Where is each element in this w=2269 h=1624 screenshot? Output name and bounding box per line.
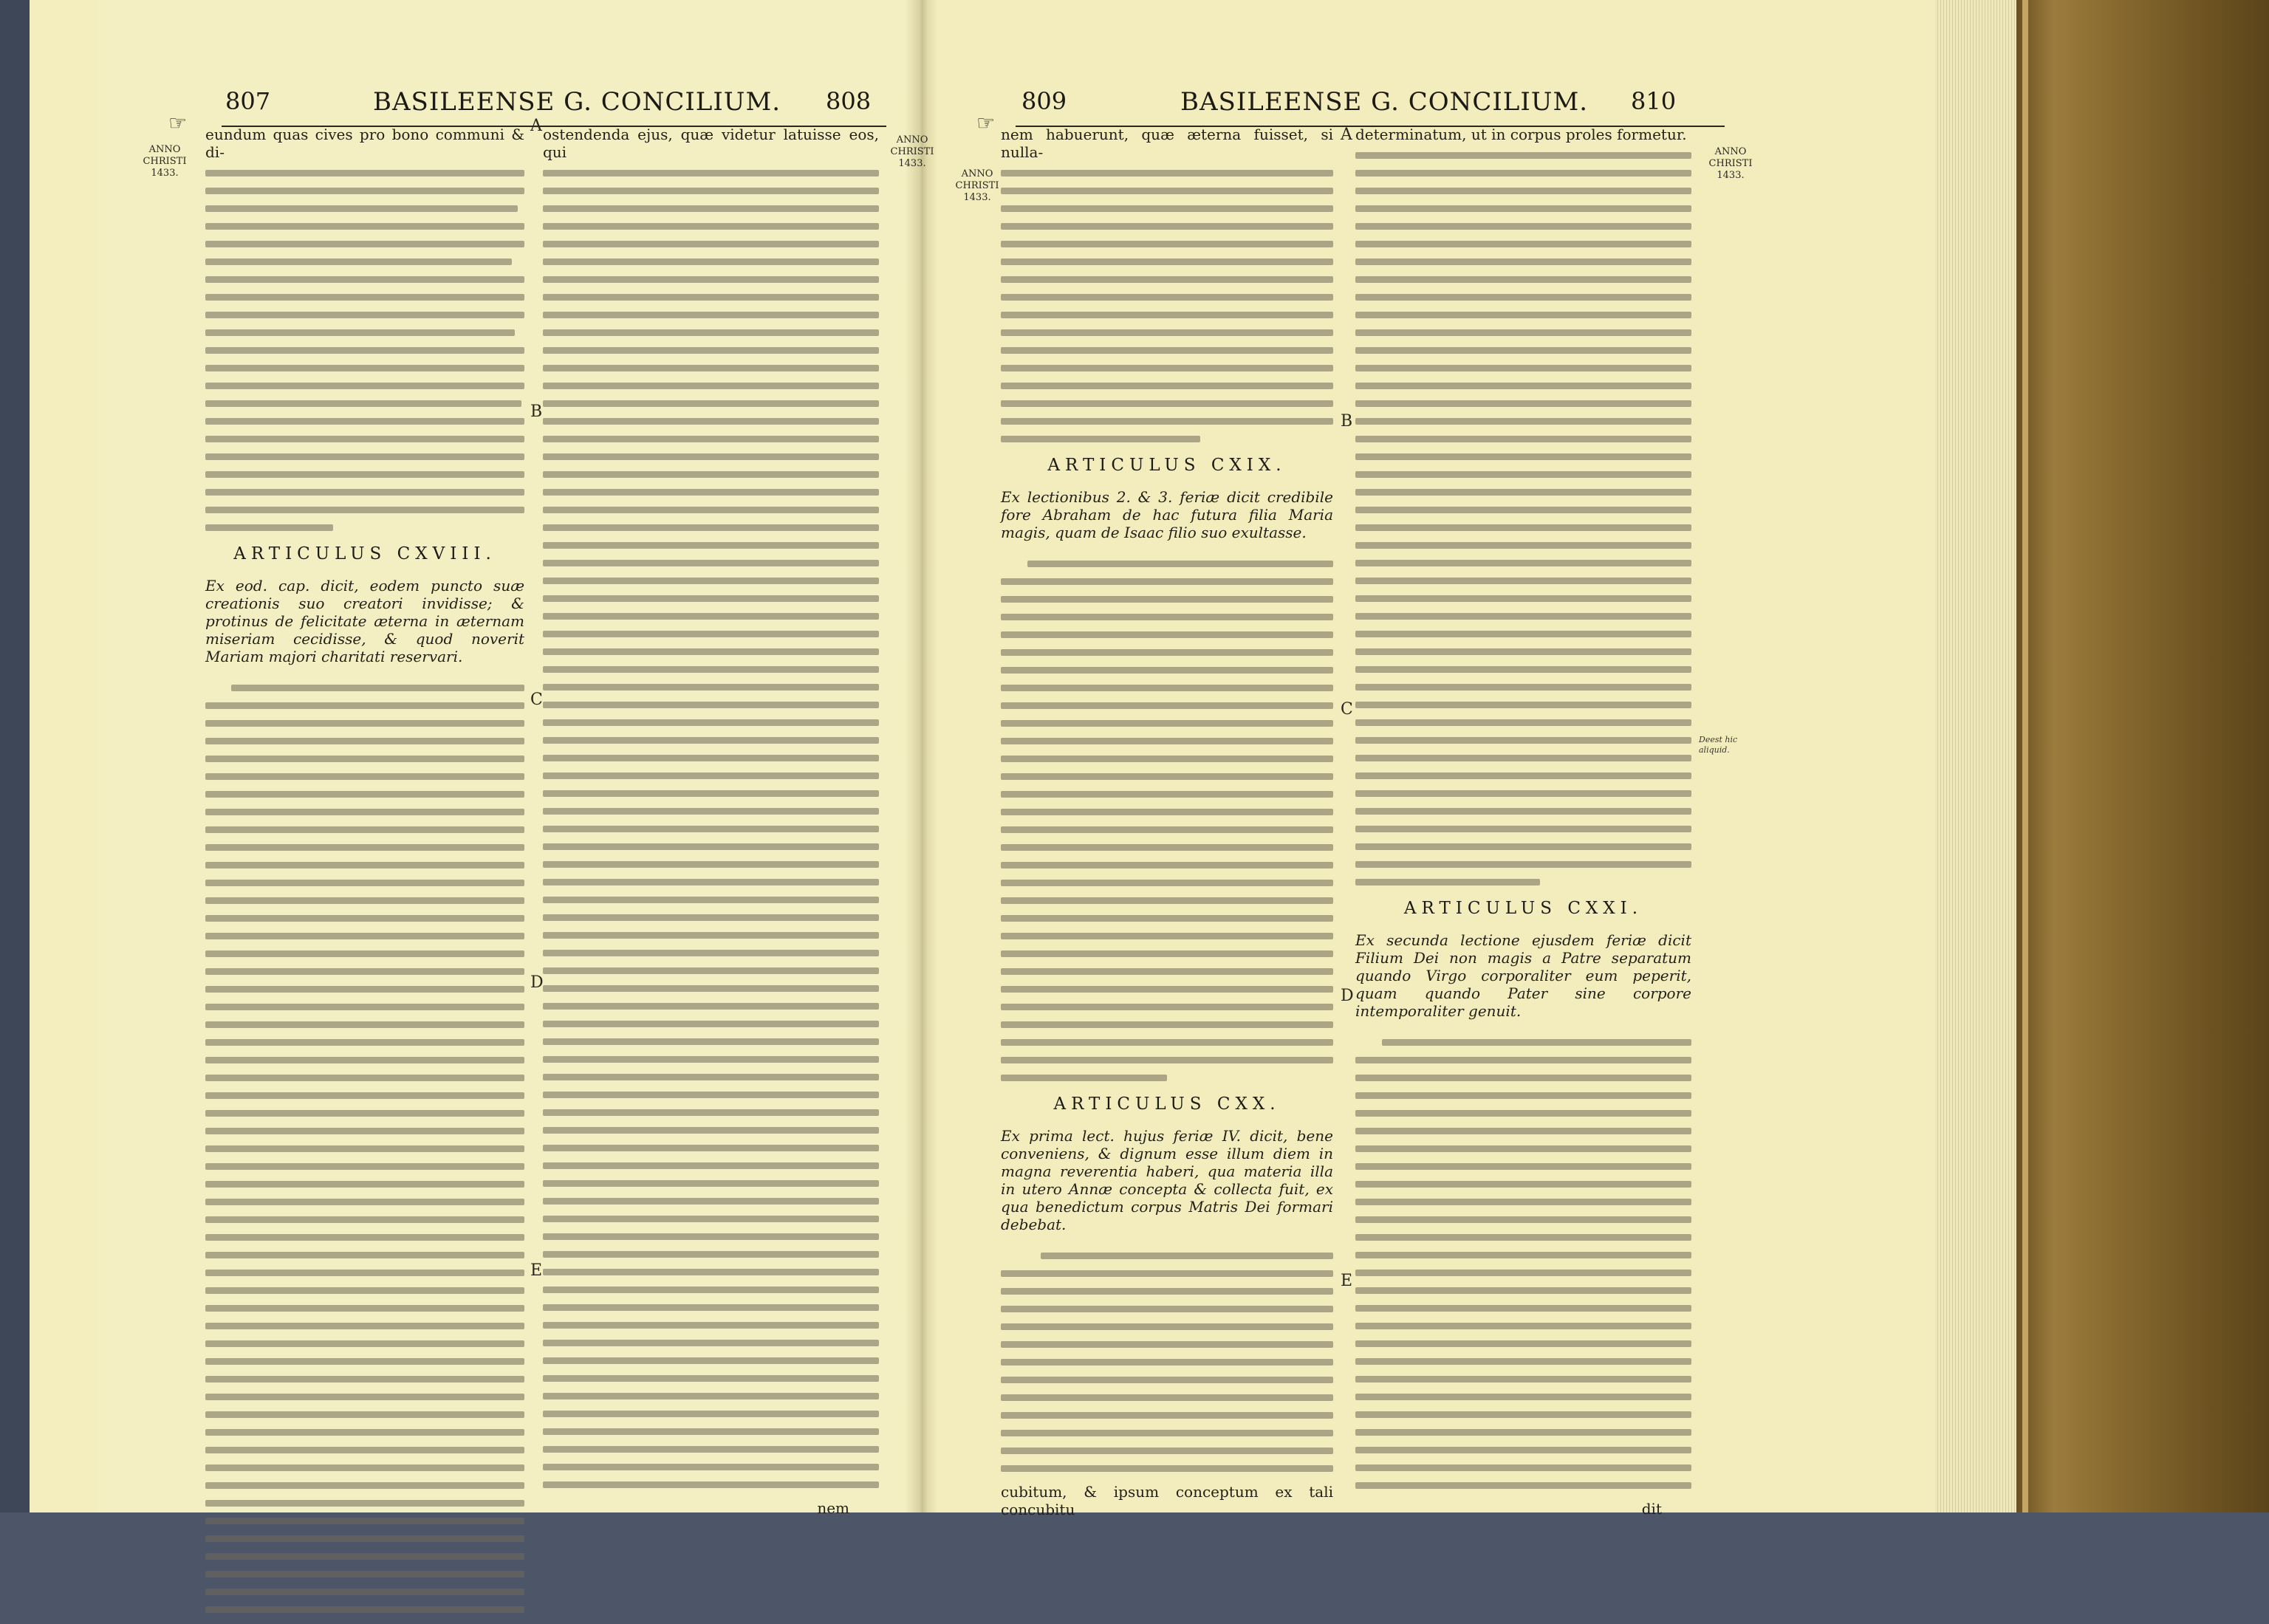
section-letter-c: C	[530, 691, 543, 709]
right-column-b	[1355, 126, 1691, 1518]
anno-christi-margin-right: ANNO CHRISTI 1433.	[955, 168, 999, 203]
left-column-a	[205, 126, 524, 1624]
article-cxxi-text: Ex secunda lectione ejusdem feriæ dicit Filium Dei non magis a Patre separatum quando Virgo corporaliter eum peperit, quam quando Pater sine corpore intemporaliter genuit.	[1355, 931, 1691, 1020]
right-column-b-text-block-2	[1355, 1039, 1691, 1489]
article-cxviii-text: Ex eod. cap. dicit, eodem puncto suæ creationis suo creatori invidisse; & protinus de felicitate æterna in æternam miseriam cecidisse, & quod noverit Mariam majori charitati reservari.	[205, 577, 524, 665]
left-column-a-opening: eundum quas cives pro bono communi & di-	[205, 126, 524, 161]
anno-christi-margin-outer: ANNO CHRISTI 1433.	[1708, 146, 1753, 181]
anno-christi-margin: ANNO CHRISTI 1433.	[143, 144, 187, 179]
section-letter-a-right: A	[1341, 126, 1352, 144]
book-gutter	[905, 0, 938, 1512]
right-column-a-text-block-2	[1001, 561, 1333, 1081]
right-column-b-closing: dit	[1641, 1500, 1662, 1518]
section-letter-d: D	[530, 973, 544, 992]
section-letter-e-right: E	[1341, 1272, 1353, 1290]
section-letter-c-right: C	[1341, 700, 1353, 719]
right-column-a-opening: nem habuerunt, quæ æterna fuisset, si nulla-	[1001, 126, 1333, 161]
column-number-left-a: 807	[225, 87, 271, 115]
column-number-right-a: 809	[1021, 87, 1067, 115]
column-number-right-b: 810	[1631, 87, 1677, 115]
section-letter-e: E	[530, 1261, 543, 1280]
page-edges	[1935, 0, 2016, 1512]
column-number-left-b: 808	[826, 87, 872, 115]
article-cxxi-heading: ARTICULUS CXXI.	[1403, 899, 1643, 918]
margin-note: Deest hic aliquid.	[1699, 735, 1738, 755]
pointing-hand-icon: ☞	[168, 111, 188, 135]
left-column-b-text-block	[543, 170, 879, 1488]
section-letter-b: B	[530, 402, 543, 421]
section-letter-d-right: D	[1341, 987, 1354, 1005]
right-column-a-closing: cubitum, & ipsum conceptum ex tali concubitu	[1001, 1483, 1333, 1518]
binding-stripe	[2022, 0, 2028, 1512]
pointing-hand-icon-right: ☞	[976, 111, 996, 135]
right-column-b-text-block	[1355, 152, 1691, 885]
right-column-a-text-block	[1001, 170, 1333, 442]
right-column-b-opening: determinatum, ut in corpus proles formetur.	[1355, 126, 1687, 143]
book-binding	[2016, 0, 2269, 1512]
section-letter-a: A	[530, 117, 542, 135]
anno-christi-margin-center: ANNO CHRISTI 1433.	[890, 134, 934, 169]
left-column-a-text-block-2	[205, 685, 524, 1613]
article-cxix-heading: ARTICULUS CXIX.	[1047, 456, 1287, 475]
left-column-b-closing: nem	[817, 1499, 849, 1517]
left-column-a-text-block	[205, 170, 524, 531]
article-cxviii-heading: ARTICULUS CXVIII.	[233, 544, 496, 563]
article-cxix-text: Ex lectionibus 2. & 3. feriæ dicit credibile fore Abraham de hac futura filia Maria magis, quam de Isaac filio suo exultasse.	[1001, 488, 1333, 541]
right-column-a	[1001, 126, 1333, 1518]
article-cxx-text: Ex prima lect. hujus feriæ IV. dicit, bene conveniens, & dignum esse illum diem in magna reverentia haberi, qua materia illa in utero Annæ concepta & collecta fuit, ex qua benedictum corpus Matris Dei formari debebat.	[1001, 1127, 1333, 1233]
right-column-a-text-block-3	[1001, 1253, 1333, 1472]
article-cxx-heading: ARTICULUS CXX.	[1053, 1094, 1281, 1114]
left-page-heading: BASILEENSE G. CONCILIUM.	[373, 87, 781, 117]
left-column-b	[543, 126, 879, 1517]
section-letter-b-right: B	[1341, 412, 1353, 431]
right-page-heading: BASILEENSE G. CONCILIUM.	[1180, 87, 1589, 117]
left-column-b-opening: ostendenda ejus, quæ videtur latuisse eos, qui	[543, 126, 879, 161]
